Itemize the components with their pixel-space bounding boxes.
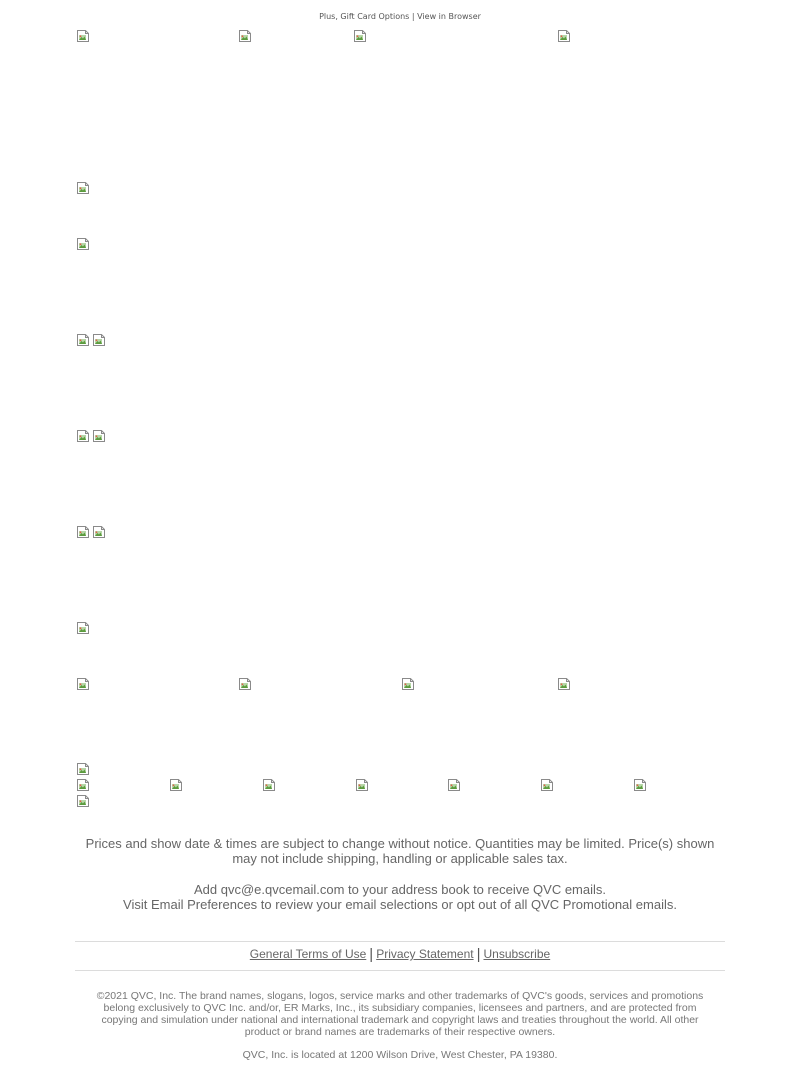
footer-separator: |: [369, 946, 374, 963]
broken-image-icon[interactable]: [92, 333, 106, 347]
copyright-notice: ©2021 QVC, Inc. The brand names, slogans, logos, service marks and other trademarks of QVC's goods, services and promotions belong exclusively to QVC Inc. and/or, ER Marks, Inc., its subsidiary companies, licensees and partners, and are protected from copying and simulation under national and international trademark and copyright laws and treaties throughout the world. All other product or brand names are trademarks of their respective owners.: [96, 990, 704, 1038]
broken-image-icon[interactable]: [557, 29, 571, 43]
broken-image-icon[interactable]: [76, 29, 90, 43]
broken-image-icon[interactable]: [76, 621, 90, 635]
unsubscribe-link[interactable]: Unsubscribe: [483, 947, 551, 961]
broken-image-icon[interactable]: [76, 677, 90, 691]
broken-image-icon[interactable]: [76, 778, 90, 792]
broken-image-icon[interactable]: [238, 677, 252, 691]
broken-image-icon[interactable]: [76, 237, 90, 251]
email-preferences-note[interactable]: Visit Email Preferences to review your email selections or opt out of all QVC Promotional emails.: [123, 897, 677, 912]
broken-image-icon[interactable]: [76, 525, 90, 539]
broken-image-icon[interactable]: [169, 778, 183, 792]
broken-image-icon[interactable]: [540, 778, 554, 792]
broken-image-icon[interactable]: [557, 677, 571, 691]
privacy-statement-link[interactable]: Privacy Statement: [376, 947, 474, 961]
broken-image-icon[interactable]: [76, 429, 90, 443]
broken-image-icon[interactable]: [447, 778, 461, 792]
price-disclaimer: Prices and show date & times are subject to change without notice. Quantities may be limited. Price(s) shown may not include shipping, handling or applicable sales tax.: [85, 836, 715, 866]
footer-separator: |: [476, 946, 481, 963]
broken-image-icon[interactable]: [238, 29, 252, 43]
broken-image-icon[interactable]: [92, 429, 106, 443]
footer-links: [75, 946, 725, 963]
preheader-text: Plus, Gift Card Options: [319, 12, 410, 21]
broken-image-icon[interactable]: [262, 778, 276, 792]
footer-divider-top: [75, 941, 725, 942]
broken-image-icon[interactable]: [76, 181, 90, 195]
address-book-note: Add qvc@e.qvcemail.com to your address book to receive QVC emails.: [193, 882, 607, 897]
general-terms-link[interactable]: General Terms of Use: [249, 947, 367, 961]
view-in-browser-link[interactable]: View in Browser: [417, 12, 481, 21]
broken-image-icon[interactable]: [76, 794, 90, 808]
broken-image-icon[interactable]: [76, 333, 90, 347]
company-address: QVC, Inc. is located at 1200 Wilson Drive, West Chester, PA 19380.: [242, 1049, 558, 1061]
preheader-separator: |: [411, 12, 415, 21]
broken-image-icon[interactable]: [92, 525, 106, 539]
footer-divider-bottom: [75, 970, 725, 971]
broken-image-icon[interactable]: [353, 29, 367, 43]
preheader: [0, 12, 800, 21]
broken-image-icon[interactable]: [355, 778, 369, 792]
broken-image-icon[interactable]: [401, 677, 415, 691]
broken-image-icon[interactable]: [76, 762, 90, 776]
broken-image-icon[interactable]: [633, 778, 647, 792]
